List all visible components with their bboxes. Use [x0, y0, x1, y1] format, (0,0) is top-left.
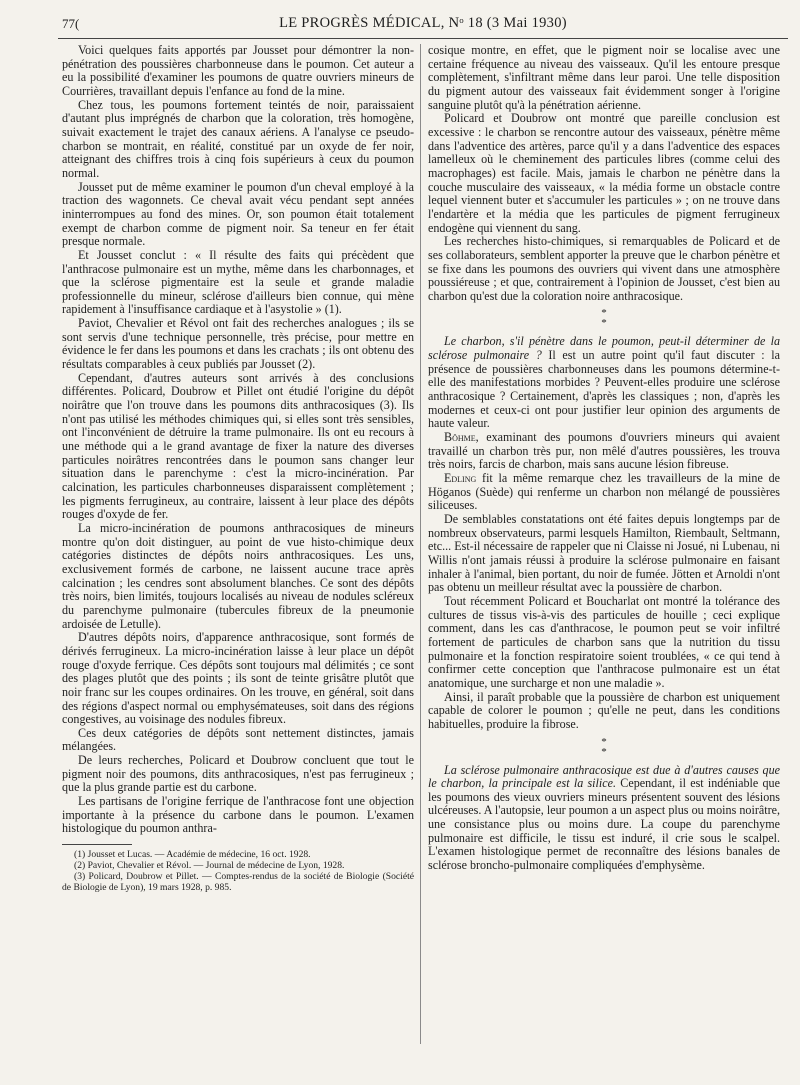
footnote-rule [62, 844, 132, 845]
paragraph: Les partisans de l'origine ferrique de l'anthracose font une objection importante à la présence du carbone dans le poumon. L'examen histologique du poumon anthra- [62, 794, 414, 836]
paragraph-text: , examinant des poumons d'ouvriers mineurs qui avaient travaillé un charbon très pur, non mêlé d'autres poussières, les trouva très noirs, farcis de charbon, mais sans aucune lésion fibreuse. [428, 430, 780, 472]
footnote: (2) Paviot, Chevalier et Révol. — Journal de médecine de Lyon, 1928. [74, 860, 345, 872]
paragraph: Ainsi, il paraît probable que la poussière de charbon est uniquement capable de colorer le poumon ; qu'elle ne peut, dans les conditions habituelles, produire la fibrose. [428, 689, 780, 731]
footnotes [62, 849, 414, 893]
left-column [62, 44, 414, 893]
paragraph: La micro-incinération de poumons anthracosiques de mineurs montre qu'on doit distinguer, au point de vue histo-chimique deux catégories distinctes de dépôts noirs anthracosiques. Les uns, exclusivement formés de carbone, ne laissent aucune trace après calcination ; les cendres sont absolument blanches. Ce sont des dépôts très noirs, bien limités, toujours localisés au niveau de nodules scléreux du parenchyme pulmonaire (tubercules fibreux de la pneumonie ardoisée de Letulle). [62, 520, 414, 631]
paragraph: Jousset put de même examiner le poumon d'un cheval employé à la traction des wagonnets. Ce cheval avait vécu pendant sept années ininterrompues au fond des mines. Or, son poumon était totalement exempt de charbon comme de pigment noir. Sa teneur en fer était presque normale. [62, 179, 414, 249]
separator-star: * [601, 317, 607, 330]
column-divider [420, 44, 421, 1044]
separator-star: * [601, 745, 607, 758]
paragraph [428, 764, 780, 873]
italic-heading: La sclérose pulmonaire anthracosique est due à d'autres causes que le charbon, la principale est la silice. [428, 762, 780, 791]
footnote: (3) Policard, Doubrow et Pillet. — Comptes-rendus de la société de Biologie (Société de Biologie de Lyon), 19 mars 1928, p. 985. [62, 871, 414, 894]
paragraph-text: Il est un autre point qu'il faut discuter : la présence de poussières charbonneuses dans les poumons détermine-t-elle des manifestations morbides ? Peuvent-elles produire une sclérose anthracosique ? Certainement, d'après les classiques ; non, d'après les modernes et ceux-ci ont pour justifier leur opinion des arguments de haute valeur. [428, 348, 780, 431]
paragraph: Tout récemment Policard et Boucharlat ont montré la tolérance des cultures de tissus vis-à-vis des particules de houille ; ceci explique comment, dans les cas d'anthracose, le poumon peut se voir infiltré fortement de particules de charbon sans que la nutrition du tissu pulmonaire et la fonction respiratoire soient troublées, « ce qui tend à confirmer cette conception que l'anthracose pulmonaire est un état anatomique, une surcharge et non une maladie ». [428, 593, 780, 690]
paragraph: De leurs recherches, Policard et Doubrow concluent que tout le pigment noir des poumons, dits anthracosiques, n'est pas ferrugineux ; que la plus grande partie est du carbone. [62, 753, 414, 795]
separator-star: * [601, 307, 607, 320]
paragraph: Les recherches histo-chimiques, si remarquables de Policard et de ses collaborateurs, semblent apporter la preuve que le charbon pénètre et se fixe dans les poumons des ouvriers qui vivent dans une atmosphère poussiéreuse ; et que, contrairement à l'opinion de Jousset, c'est bien au charbon qu'est due la coloration noire anthracosique. [428, 234, 780, 303]
paragraph [428, 431, 780, 472]
paragraph: Chez tous, les poumons fortement teintés de noir, paraissaient d'autant plus imprégnés de charbon que la coloration, très homogène, suivait exactement le trajet des canaux aériens. A l'analyse ce pseudo-charbon se montrait, en réalité, constitué par un oxyde de fer noir, atteignant des chiffres trois à cinq fois supérieurs à ceux du poumon normal. [62, 97, 414, 180]
paragraph: Cependant, d'autres auteurs sont arrivés à des conclusions différentes. Policard, Doubrow et Pillet ont étudié l'origine du dépôt noirâtre que l'on trouve dans les poumons dits anthracosiques (3). Ils n'ont pas utilisé les méthodes chimiques qui, si elles sont très sensibles, ont l'inconvénient de détruire la trame pulmonaire. Ils ont eu recours à une méthode qui a le grand avantage de fixer la nature des diverses particules noirâtres rencontrées dans le poumon sans changer leur situation dans le parenchyme : c'est la micro-incinération. Par calcination, les particules charbonneuses disparaissent complètement ; les pigments ferrugineux, au contraire, laissent à leur place des dépôts rouges d'oxyde de fer. [62, 370, 414, 522]
italic-heading: Le charbon, s'il pénètre dans le poumon, peut-il déterminer de la sclérose pulmonaire ? [428, 334, 780, 363]
paragraph: D'autres dépôts noirs, d'apparence anthracosique, sont formés de dérivés ferrugineux. La micro-incinération laisse à leur place un dépôt rouge d'oxyde ferrique. Ces dépôts sont toujours mal délimités ; ce sont des plages plutôt que des points ; ils sont de teinte grisâtre plutôt que noir franc sur les coupes ordinaires. On les trouve, en général, soit dans des régions d'aspect normal ou emphysémateuses, soit dans des régions congestives, au voisinage des nodules fibreux. [62, 630, 414, 727]
separator-star: * [601, 735, 607, 748]
paragraph [428, 472, 780, 513]
paragraph: Paviot, Chevalier et Révol ont fait des recherches analogues ; ils se sont servis d'une technique personnelle, très précise, pour mettre en évidence le fer dans les poumons et dans les crachats ; ils ont obtenu des résultats comparables à ceux publiés par Jousset (2). [62, 316, 414, 372]
paragraph: Ces deux catégories de dépôts sont nettement distinctes, jamais mélangées. [62, 725, 414, 754]
paragraph: Voici quelques faits apportés par Jousset pour démontrer la non-pénétration des poussières charbonneuse dans le poumon. Cet auteur a eu la possibilité d'examiner les poumons de quatre ouvriers mineurs de Courrières, travaillant depuis l'enfance au fond de la mine. [62, 43, 414, 98]
paragraph-text: fit la même remarque chez les travailleurs de la mine de Höganos (Suède) qui renferme un charbon non mélangé de poussières siliceuses. [428, 471, 780, 513]
paragraph-text: Cependant, il est indéniable que les poumons des vieux ouvriers mineurs présentent souvent des lésions ulcéreuses. A l'autopsie, leur poumon a un aspect plus ou moins noirâtre, une consistance plus ou moins dure. La coupe du parenchyme pulmonaire est difficile, le tissu est induré, il crie sous le scalpel. L'examen histologique permet de reconnaître des lésions banales de sclérose broncho-pulmonaire compliquées d'emphysème. [428, 776, 780, 873]
right-column [428, 44, 780, 873]
section-separator [428, 737, 780, 757]
paragraph: De semblables constatations ont été faites depuis longtemps par de nombreux observateurs, parmi lesquels Hamilton, Riembault, Seltmann, etc... Est-il nécessaire de rappeler que ni Claisse ni Josué, ni Lubenau, ni Willis n'ont jamais réussi à produire la sclérose pulmonaire en faisant inhaler à l'animal, bien portant, du noir de fumée. Jötten et Arnoldi n'ont pas obtenu un meilleur résultat avec la poussière de charbon. [428, 512, 780, 595]
footnote: (1) Jousset et Lucas. — Académie de médecine, 16 oct. 1928. [74, 849, 311, 861]
journal-title: LE PROGRÈS MÉDICAL, Nᵒ 18 (3 Mai 1930) [279, 15, 567, 31]
page-number: 77( [62, 16, 80, 31]
paragraph [428, 335, 780, 431]
page-header [58, 12, 788, 39]
paragraph: cosique montre, en effet, que le pigment noir se localise avec une certaine fréquence au niveau des vaisseaux. Qu'il les entoure presque complètement, s'infiltrant même dans leur paroi. Une telle disposition du pigment autour des vaisseaux fait évidemment songer à l'origine sanguine plutôt qu'à la pénétration aérienne. [428, 43, 780, 112]
author-name: Böhme [444, 430, 476, 445]
author-name: Edling [444, 471, 477, 486]
paragraph: Et Jousset conclut : « Il résulte des faits qui précèdent que l'anthracose pulmonaire est un mythe, même dans les charbonnages, et que la sclérose pigmentaire est la seule et grande maladie professionnelle du mineur, sclérose d'ailleurs bien connue, qui mène rapidement à l'insuffisance cardiaque et à l'asystolie » (1). [62, 247, 414, 317]
section-separator [428, 308, 780, 328]
paragraph: Policard et Doubrow ont montré que pareille conclusion est excessive : le charbon se rencontre autour des vaisseaux, pénètre même dans l'adventice des artères, parce qu'il y a dans l'adventice des espaces lamelleux où le cheminement des particules libres (comme celui des macrophages) est facile. Mais, jamais le charbon ne pénètre dans la couche musculaire des vaisseaux, « la média forme un obstacle contre lequel viennent buter et s'accumuler les particules » ; on ne trouve dans l'endartère et la média que les particules de pigment ferrugineux endogène qui viennent du sang. [428, 111, 780, 235]
